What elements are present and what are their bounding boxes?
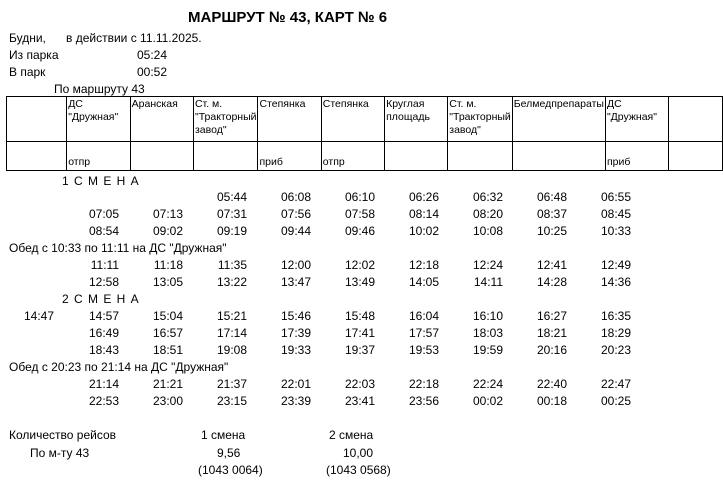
shift2-label: 2 С М Е Н А: [62, 292, 140, 306]
time-cell: 17:41: [344, 326, 375, 340]
time-cell: 15:21: [216, 309, 247, 323]
time-cell: 22:18: [408, 377, 439, 391]
day-type: Будни,: [9, 31, 46, 45]
trips-label: Количество рейсов: [9, 428, 117, 442]
stop-direction: отпр: [321, 142, 384, 171]
shift2-start-time: 14:47: [24, 309, 55, 323]
time-cell: 14:36: [600, 275, 631, 289]
time-cell: 18:43: [88, 343, 119, 357]
time-cell: 10:33: [600, 224, 631, 238]
time-cell: 06:26: [408, 190, 439, 204]
time-cell: 11:11: [90, 258, 119, 272]
stop-name: Степянка: [321, 97, 384, 142]
shift1-break: Обед с 10:33 по 11:11 на ДС "Дружная": [9, 241, 227, 255]
stop-name: Круглая площадь: [385, 97, 448, 142]
time-cell: 12:24: [472, 258, 503, 272]
stop-name: ДС "Дружная": [67, 97, 130, 142]
time-cell: 07:05: [88, 207, 119, 221]
stop-direction: [512, 142, 605, 171]
summary-route-label: По м-ту 43: [30, 446, 90, 460]
stop-name: [669, 97, 723, 142]
time-cell: 07:58: [344, 207, 375, 221]
time-cell: 21:21: [152, 377, 183, 391]
summary-shift2-label: 2 смена: [329, 428, 374, 442]
time-cell: 21:37: [216, 377, 247, 391]
time-cell: 13:05: [152, 275, 183, 289]
time-cell: 13:47: [280, 275, 311, 289]
summary-shift1-value: 9,56: [217, 446, 241, 460]
time-cell: 22:01: [280, 377, 311, 391]
time-cell: 22:53: [88, 394, 119, 408]
stops-spacer-cell: [7, 97, 67, 142]
to-park-label: В парк: [9, 65, 46, 79]
summary-shift2-code: (1043 0568): [326, 463, 391, 477]
time-cell: 07:13: [152, 207, 183, 221]
stop-direction: приб: [258, 142, 321, 171]
time-cell: 20:23: [600, 343, 631, 357]
time-cell: 08:14: [408, 207, 439, 221]
time-cell: 23:56: [408, 394, 439, 408]
time-cell: 19:53: [408, 343, 439, 357]
time-cell: 09:19: [216, 224, 247, 238]
summary-shift1-code: (1043 0064): [198, 463, 263, 477]
leave-park-label: Из парка: [9, 48, 59, 62]
time-cell: 14:57: [88, 309, 119, 323]
time-cell: 08:20: [472, 207, 503, 221]
time-cell: 06:55: [600, 190, 631, 204]
time-cell: 11:35: [217, 258, 247, 272]
time-cell: 09:02: [152, 224, 183, 238]
time-cell: 15:46: [280, 309, 311, 323]
time-cell: 18:51: [152, 343, 183, 357]
stop-name: ДС "Дружная": [605, 97, 668, 142]
time-cell: 19:59: [472, 343, 503, 357]
time-cell: 08:37: [536, 207, 567, 221]
time-cell: 09:44: [280, 224, 311, 238]
time-cell: 22:24: [472, 377, 503, 391]
time-cell: 22:47: [600, 377, 631, 391]
time-cell: 16:57: [152, 326, 183, 340]
stop-name: Аранская: [130, 97, 193, 142]
time-cell: 08:45: [600, 207, 631, 221]
time-cell: 15:48: [344, 309, 375, 323]
time-cell: 18:03: [472, 326, 503, 340]
time-cell: 15:04: [152, 309, 183, 323]
shift1-label: 1 С М Е Н А: [62, 174, 140, 188]
time-cell: 12:49: [600, 258, 631, 272]
time-cell: 12:02: [344, 258, 375, 272]
time-cell: 10:08: [472, 224, 503, 238]
time-cell: 07:56: [280, 207, 311, 221]
time-cell: 18:21: [536, 326, 567, 340]
stop-direction: отпр: [67, 142, 130, 171]
time-cell: 19:33: [280, 343, 311, 357]
stop-direction: [385, 142, 448, 171]
time-cell: 00:18: [536, 394, 567, 408]
time-cell: 06:08: [280, 190, 311, 204]
leave-park-time: 05:24: [137, 48, 168, 62]
stop-direction: [193, 142, 258, 171]
stop-name: Степянка: [258, 97, 321, 142]
time-cell: 06:32: [472, 190, 503, 204]
time-cell: 14:28: [536, 275, 567, 289]
time-cell: 16:04: [408, 309, 439, 323]
page-title: МАРШРУТ № 43, КАРТ № 6: [188, 9, 388, 26]
time-cell: 16:49: [88, 326, 119, 340]
time-cell: 07:31: [216, 207, 247, 221]
time-cell: 14:05: [408, 275, 439, 289]
time-cell: 06:10: [344, 190, 375, 204]
stops-spacer-cell: [7, 142, 67, 171]
time-cell: 00:02: [472, 394, 503, 408]
time-cell: 21:14: [88, 377, 119, 391]
time-cell: 23:00: [152, 394, 183, 408]
time-cell: 12:00: [280, 258, 311, 272]
stops-table: [6, 96, 723, 171]
time-cell: 19:37: [344, 343, 375, 357]
stop-direction: приб: [605, 142, 668, 171]
time-cell: 22:03: [344, 377, 375, 391]
time-cell: 17:57: [408, 326, 439, 340]
stop-direction: [130, 142, 193, 171]
route-label: По маршруту 43: [54, 82, 145, 96]
valid-from: в действии с 11.11.2025.: [66, 31, 202, 45]
time-cell: 17:14: [216, 326, 247, 340]
time-cell: 20:16: [536, 343, 567, 357]
time-cell: 23:39: [280, 394, 311, 408]
time-cell: 06:48: [536, 190, 567, 204]
stop-name: Ст. м. "Тракторный завод": [448, 97, 513, 142]
time-cell: 17:39: [280, 326, 311, 340]
stop-name: Ст. м. "Тракторный завод": [193, 97, 258, 142]
time-cell: 13:22: [216, 275, 247, 289]
time-cell: 23:15: [216, 394, 247, 408]
time-cell: 19:08: [216, 343, 247, 357]
time-cell: 12:58: [88, 275, 119, 289]
time-cell: 05:44: [216, 190, 247, 204]
time-cell: 00:25: [600, 394, 631, 408]
to-park-time: 00:52: [137, 65, 168, 79]
time-cell: 16:10: [472, 309, 503, 323]
time-cell: 12:18: [408, 258, 439, 272]
summary-shift2-value: 10,00: [343, 446, 374, 460]
time-cell: 23:41: [344, 394, 375, 408]
time-cell: 13:49: [344, 275, 375, 289]
stop-name: Белмедпрепараты: [512, 97, 605, 142]
summary-shift1-label: 1 смена: [201, 428, 246, 442]
time-cell: 16:27: [536, 309, 567, 323]
shift2-break: Обед с 20:23 по 21:14 на ДС "Дружная": [9, 360, 229, 374]
time-cell: 18:29: [600, 326, 631, 340]
time-cell: 12:41: [536, 258, 567, 272]
stop-direction: [448, 142, 513, 171]
time-cell: 16:35: [600, 309, 631, 323]
time-cell: 09:46: [344, 224, 375, 238]
time-cell: 08:54: [88, 224, 119, 238]
time-cell: 22:40: [536, 377, 567, 391]
time-cell: 11:18: [153, 258, 183, 272]
time-cell: 10:25: [536, 224, 567, 238]
stop-direction: [669, 142, 723, 171]
time-cell: 10:02: [408, 224, 439, 238]
time-cell: 14:11: [473, 275, 503, 289]
